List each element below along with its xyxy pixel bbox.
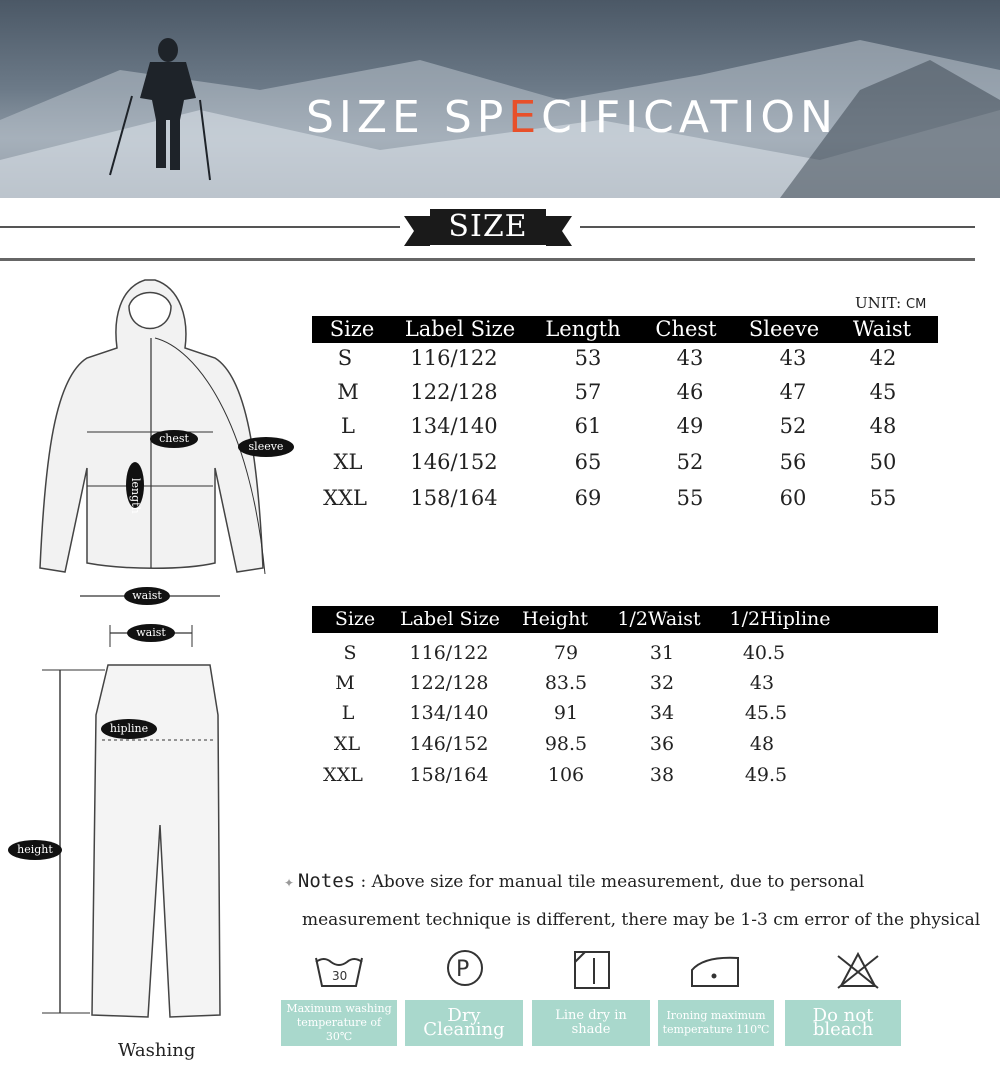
cell-chest: 55 — [676, 486, 704, 510]
banner — [0, 0, 1000, 198]
cell-length: 65 — [574, 450, 602, 474]
cell-half-waist: 32 — [649, 672, 675, 694]
jacket-table-header — [312, 316, 938, 343]
cell-half-waist: 31 — [649, 642, 675, 664]
notes-label: Notes — [297, 870, 356, 892]
cell-sleeve: 60 — [779, 486, 807, 510]
header-cell: 1/2Waist — [617, 608, 701, 630]
notes-bullet-icon: ✦ — [284, 876, 298, 890]
banner-title: SIZE SPECIFICATION — [306, 92, 838, 143]
cell-waist: 45 — [869, 380, 897, 404]
section-title: SIZE — [430, 209, 546, 245]
cell-sleeve: 47 — [779, 380, 807, 404]
cell-label-size: 122/128 — [409, 672, 489, 694]
header-cell: Length — [545, 317, 621, 341]
cell-length: 57 — [574, 380, 602, 404]
cell-size: S — [337, 346, 353, 370]
cell-size: S — [343, 642, 357, 664]
cell-size: L — [341, 702, 355, 724]
cell-length: 53 — [574, 346, 602, 370]
cell-chest: 43 — [676, 346, 704, 370]
pants-waist-label: waist — [127, 624, 175, 642]
cell-height: 91 — [553, 702, 579, 724]
cell-length: 69 — [574, 486, 602, 510]
cell-size: XXL — [323, 764, 363, 786]
washing-caption: Washing — [118, 1040, 196, 1061]
pants-table-header — [312, 606, 938, 633]
iron-low-icon — [692, 958, 738, 986]
cell-half-hipline: 48 — [749, 733, 775, 755]
svg-text:30: 30 — [332, 969, 348, 983]
cell-half-waist: 36 — [649, 733, 675, 755]
cell-size: M — [335, 672, 355, 694]
cell-label-size: 146/152 — [409, 733, 489, 755]
svg-text:P: P — [456, 957, 470, 982]
header-cell: Waist — [852, 317, 912, 341]
header-cell: Chest — [655, 317, 717, 341]
care-label-no-bleach: Do not bleach — [785, 1000, 901, 1046]
cell-height: 83.5 — [544, 672, 588, 694]
header-cell: Height — [522, 608, 588, 630]
hipline-label: hipline — [101, 719, 157, 739]
care-icons — [300, 948, 1000, 998]
cell-chest: 52 — [676, 450, 704, 474]
pants-diagram — [30, 625, 270, 1025]
line-dry-shade-icon — [575, 952, 609, 988]
jacket-size-table — [312, 316, 938, 516]
height-label: height — [8, 840, 62, 860]
cell-waist: 42 — [869, 346, 897, 370]
cell-waist: 50 — [869, 450, 897, 474]
notes-line-1 — [284, 870, 864, 892]
cell-chest: 49 — [676, 414, 704, 438]
cell-height: 106 — [547, 764, 585, 786]
cell-sleeve: 43 — [779, 346, 807, 370]
sleeve-label: sleeve — [238, 437, 294, 457]
divider-right — [580, 226, 975, 228]
cell-half-hipline: 40.5 — [742, 642, 786, 664]
length-label: length — [126, 462, 144, 508]
cell-half-waist: 34 — [649, 702, 675, 724]
divider-full — [0, 258, 975, 261]
cell-label-size: 116/122 — [410, 346, 498, 370]
cell-sleeve: 52 — [779, 414, 807, 438]
cell-height: 79 — [553, 642, 579, 664]
cell-waist: 55 — [869, 486, 897, 510]
cell-label-size: 134/140 — [410, 414, 498, 438]
cell-sleeve: 56 — [779, 450, 807, 474]
cell-label-size: 158/164 — [410, 486, 498, 510]
header-cell: Size — [334, 608, 376, 630]
cell-size: XXL — [323, 486, 367, 510]
cell-label-size: 158/164 — [409, 764, 489, 786]
cell-half-waist: 38 — [649, 764, 675, 786]
cell-half-hipline: 43 — [749, 672, 775, 694]
unit-label: UNIT: CM — [855, 294, 927, 312]
header-cell: Label Size — [400, 608, 500, 630]
cell-waist: 48 — [869, 414, 897, 438]
header-cell: Size — [329, 317, 375, 341]
dry-clean-p-icon — [448, 951, 482, 985]
do-not-bleach-icon — [838, 954, 878, 988]
header-cell: Sleeve — [748, 317, 820, 341]
care-label-dry-clean: Dry Cleaning — [405, 1000, 523, 1046]
cell-size: L — [341, 414, 355, 438]
cell-height: 98.5 — [544, 733, 588, 755]
washing-30-icon — [316, 958, 362, 986]
cell-half-hipline: 45.5 — [744, 702, 788, 724]
cell-chest: 46 — [676, 380, 704, 404]
cell-half-hipline: 49.5 — [744, 764, 788, 786]
care-label-line-dry: Line dry in shade — [532, 1000, 650, 1046]
waist-label: waist — [124, 587, 170, 605]
cell-size: XL — [333, 450, 363, 474]
chest-label: chest — [150, 430, 198, 448]
divider-left — [0, 226, 400, 228]
cell-size: XL — [333, 733, 361, 755]
cell-label-size: 116/122 — [409, 642, 489, 664]
pants-size-table — [312, 606, 938, 796]
care-label-wash: Maximum washing temperature of 30℃ — [281, 1000, 397, 1046]
cell-length: 61 — [574, 414, 602, 438]
cell-label-size: 146/152 — [410, 450, 498, 474]
notes-text-1: : Above size for manual tile measurement, due to personal — [360, 872, 865, 892]
header-cell: 1/2Hipline — [729, 608, 831, 630]
cell-size: M — [337, 380, 359, 404]
header-cell: Label Size — [404, 317, 516, 341]
cell-label-size: 134/140 — [409, 702, 489, 724]
notes-line-2: measurement technique is different, there may be 1-3 cm error of the physical — [302, 910, 981, 930]
cell-label-size: 122/128 — [410, 380, 498, 404]
care-label-ironing: Ironing maximum temperature 110℃ — [658, 1000, 774, 1046]
